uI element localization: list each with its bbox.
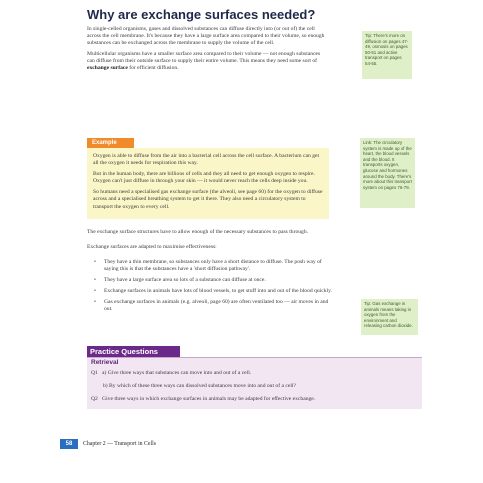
- bullet-icon: •: [94, 288, 96, 295]
- question-1-label: Q1: [91, 370, 98, 376]
- bullet-icon: •: [94, 259, 96, 265]
- intro-section: [87, 26, 325, 77]
- tip-box-diffusion: Tip: There's more on diffusion on pages 47-49, osmosis on pages 50-51 and active transport on pages 54-55.: [362, 31, 412, 79]
- list-item-text: Exchange surfaces in animals have lots of blood vessels, to get stuff into and out of the blood quickly.: [104, 288, 332, 295]
- question-2: [91, 396, 315, 403]
- chapter-footer: Chapter 2 — Transport in Cells: [83, 441, 156, 447]
- exchange-surface-term: exchange surface: [87, 65, 128, 72]
- intro-paragraph-2: [87, 51, 325, 72]
- question-1a-text: a) Give three ways that substances can move into and out of a cell.: [102, 370, 252, 376]
- list-item-text: They have a thin membrane, so substances only have a short distance to diffuse. The posh way of saying this is that the substances have a 'short diffusion pathway'.: [104, 259, 322, 273]
- page-number-badge: 58: [60, 439, 78, 449]
- bullet-icon: •: [94, 299, 96, 306]
- list-item: [94, 277, 334, 284]
- example-paragraph-3: So humans need a specialised gas exchange surface (the alveoli, see page 60) for the oxygen to diffuse across and a specialised breathing system to get it there. They also need a circulatory system to transport the oxygen to every cell.: [93, 189, 323, 210]
- intro-paragraph-2-end: for efficient diffusion.: [127, 65, 179, 72]
- structures-paragraph: The exchange surface structures have to allow enough of the necessary substances to pass through.: [87, 229, 309, 235]
- retrieval-heading: Retrieval: [91, 359, 119, 366]
- list-item: [94, 259, 334, 273]
- question-2-text: Give three ways in which exchange surfaces in animals may be adapted for effective exchange.: [102, 396, 316, 402]
- adapted-paragraph: Exchange surfaces are adapted to maximise effectiveness:: [87, 244, 217, 250]
- practice-questions-tab: Practice Questions: [87, 346, 180, 357]
- example-box: [87, 148, 329, 219]
- example-tab: Example: [87, 138, 134, 148]
- list-item: [94, 299, 334, 313]
- list-item: [94, 288, 334, 295]
- list-item-text: They have a large surface area so lots of a substance can diffuse at once.: [104, 277, 266, 284]
- example-paragraph-1: Oxygen is able to diffuse from the air into a bacterial cell across the cell surface. A bacterium can get all the oxygen it needs for respiration this way.: [93, 153, 320, 167]
- tip-box-gas-exchange: Tip: Gas exchange in animals means taking in oxygen from the environment and releasing carbon dioxide.: [361, 299, 418, 335]
- intro-paragraph-1: In single-celled organisms, gases and dissolved substances can diffuse directly into (or out of) the cell across the cell membrane. It's because they have a large surface area compared to their volume, so enough substances can be exchanged across the membrane to supply the volume of the cell.: [87, 26, 325, 47]
- question-1a: [91, 370, 251, 377]
- adaptations-list: [94, 259, 334, 318]
- list-item-text: Gas exchange surfaces in animals (e.g. alveoli, page 60) are often ventilated too — air moves in and out.: [104, 299, 329, 313]
- intro-paragraph-2-start: Multicellular organisms have a smaller surface area compared to their volume — not enough substances can diffuse from their outside surface to supply their entire volume. This means they need some sort of: [87, 51, 321, 65]
- link-box-circulatory: Link: The circulatory system is made up of the heart, the blood vessels and the blood. It transports oxygen, glucose and hormones around the body. There's more about this transport system on pages 76-79.: [360, 138, 415, 208]
- page-title: Why are exchange surfaces needed?: [87, 7, 316, 22]
- example-paragraph-2: But in the human body, there are billions of cells and they all need to get enough oxygen to respire. Oxygen can't just diffuse in through your skin — it would never reach the cells deep inside you.: [93, 171, 315, 185]
- bullet-icon: •: [94, 277, 96, 284]
- question-1b: b) By which of these three ways can dissolved substances move into and out of a cell?: [103, 383, 296, 389]
- question-2-label: Q2: [91, 396, 98, 402]
